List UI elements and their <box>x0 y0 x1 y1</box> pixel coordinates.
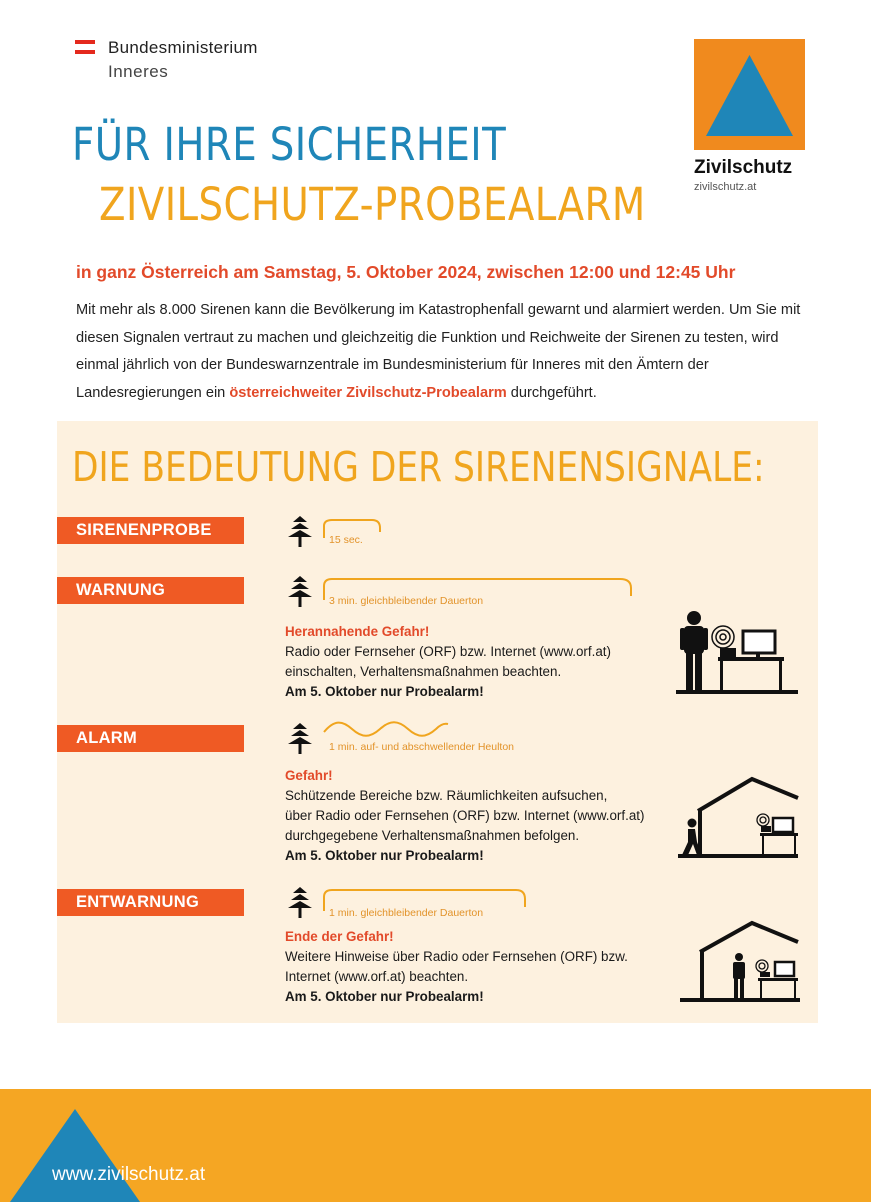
signal-label-warnung: WARNUNG <box>57 577 244 604</box>
signal-duration: 15 sec. <box>329 534 363 546</box>
intro-highlight: österreichweiter Zivilschutz-Probealarm <box>229 384 507 401</box>
signal-curve-heulton <box>322 718 452 740</box>
signal-description-entwarnung <box>285 927 628 1007</box>
signal-duration: 3 min. gleichbleibender Dauerton <box>329 595 484 607</box>
footer-url[interactable]: www.zivilschutz.at <box>52 1164 206 1185</box>
signal-heading: Gefahr! <box>285 768 333 783</box>
person-in-house-icon <box>680 920 800 1002</box>
zivilschutz-logo-icon <box>694 39 805 150</box>
signal-label-alarm: ALARM <box>57 725 244 752</box>
signal-text-line: einschalten, Verhaltensmaßnahmen beachten. <box>285 664 562 679</box>
signal-description-alarm <box>285 766 644 866</box>
title-line-2: ZIVILSCHUTZ-PROBEALARM <box>99 178 646 231</box>
person-entering-house-icon <box>678 776 800 858</box>
ministry-dept: Inneres <box>108 62 169 81</box>
siren-icon <box>287 515 313 549</box>
signal-text-line: Schützende Bereiche bzw. Räumlichkeiten aufsuchen, <box>285 788 608 803</box>
austria-flag-icon <box>75 40 95 54</box>
siren-icon <box>287 886 313 920</box>
signal-text-line: über Radio oder Fernsehen (ORF) bzw. Internet (www.orf.at) <box>285 808 645 823</box>
logo-title: Zivilschutz <box>694 157 793 178</box>
signal-duration: 1 min. auf- und abschwellender Heulton <box>329 741 515 753</box>
intro-paragraph <box>76 297 816 407</box>
logo-url: zivilschutz.at <box>694 181 757 193</box>
signal-text-line: Radio oder Fernseher (ORF) bzw. Internet (www.orf.at) <box>285 644 611 659</box>
ministry-name: Bundesministerium <box>108 38 258 57</box>
intro-text-before: Mit mehr als 8.000 Sirenen kann die Bevölkerung im Katastrophenfall gewarnt und alarmiert werden. Um Sie mit diesen Signalen vertraut zu machen und gleichzeitig die Funktion und Reichweite der Sirenen zu testen, wird einmal jährlich von der Bundeswarnzentrale im Bundesministerium für Inneres mit den Ämtern der Landesregierungen ein <box>76 302 801 401</box>
intro-text-after: durchgeführt. <box>506 384 597 401</box>
signal-text-line: durchgegebene Verhaltensmaßnahmen befolgen. <box>285 828 580 843</box>
signal-note: Am 5. Oktober nur Probealarm! <box>285 684 484 699</box>
signals-title: DIE BEDEUTUNG DER SIRENENSIGNALE: <box>72 443 765 491</box>
title-line-1: FÜR IHRE SICHERHEIT <box>72 118 507 171</box>
person-radio-tv-icon <box>676 610 800 694</box>
signal-note: Am 5. Oktober nur Probealarm! <box>285 848 484 863</box>
signal-duration: 1 min. gleichbleibender Dauerton <box>329 907 484 919</box>
signal-label-entwarnung: ENTWARNUNG <box>57 889 244 916</box>
signal-text-line: Internet (www.orf.at) beachten. <box>285 969 469 984</box>
signal-label-sirenenprobe: SIRENENPROBE <box>57 517 244 544</box>
signal-description-warnung <box>285 622 611 702</box>
siren-icon <box>287 722 313 756</box>
signal-heading: Ende der Gefahr! <box>285 929 394 944</box>
event-headline: in ganz Österreich am Samstag, 5. Oktober 2024, zwischen 12:00 und 12:45 Uhr <box>76 262 736 282</box>
signal-heading: Herannahende Gefahr! <box>285 624 430 639</box>
signal-note: Am 5. Oktober nur Probealarm! <box>285 989 484 1004</box>
signal-text-line: Weitere Hinweise über Radio oder Fernsehen (ORF) bzw. <box>285 949 628 964</box>
siren-icon <box>287 575 313 609</box>
